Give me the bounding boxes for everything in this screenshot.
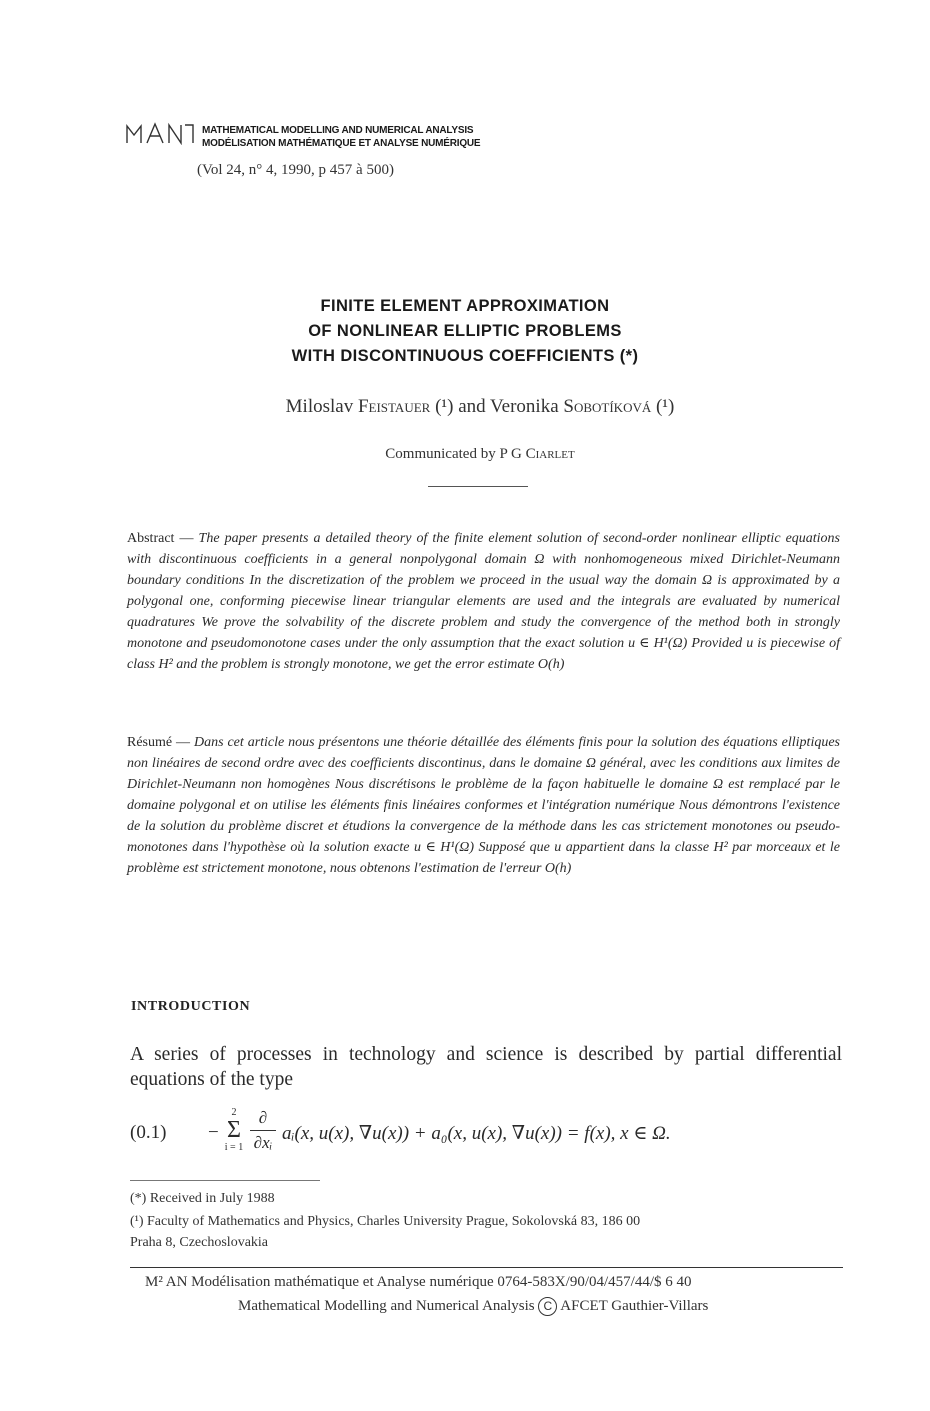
paper-title-line-2: OF NONLINEAR ELLIPTIC PROBLEMS — [308, 322, 622, 340]
footer-journal: Mathematical Modelling and Numerical Analysis — [238, 1297, 535, 1314]
author-2-mark: (¹) — [655, 396, 675, 417]
footer-line-1: M² AN Modélisation mathématique et Analyse numérique 0764-583X/90/04/457/44/$ 6 40 — [145, 1274, 692, 1290]
summation-symbol: Σ — [227, 1117, 241, 1143]
equation-summation — [222, 1108, 246, 1154]
communicated-prefix: Communicated by P G — [385, 446, 522, 462]
footnote-affiliation: (¹) Faculty of Mathematics and Physics, Charles University Prague, Sokolovská 83, 186 00 — [130, 1214, 641, 1229]
journal-name-fr: MODÉLISATION MATHÉMATIQUE ET ANALYSE NUMÉRIQUE — [202, 138, 481, 149]
footnote-received: (*) Received in July 1988 — [130, 1191, 275, 1206]
author-2-last: Sobotíková — [563, 396, 652, 417]
footnote-divider — [130, 1180, 320, 1181]
resume-label: Résumé — — [127, 735, 191, 750]
equation-partial-derivative — [250, 1108, 276, 1153]
copyright-icon: C — [538, 1297, 557, 1316]
author-line — [0, 396, 930, 418]
section-heading-introduction: INTRODUCTION — [131, 999, 251, 1014]
journal-name-en: MATHEMATICAL MODELLING AND NUMERICAL ANALYSIS — [202, 125, 474, 136]
abstract-paragraph — [127, 528, 840, 675]
summation-lower-limit: i = 1 — [224, 1142, 244, 1153]
introduction-paragraph: A series of processes in technology and science is described by partial differential equations of the type — [130, 1044, 842, 1090]
communicated-by — [0, 446, 930, 463]
equation-body: aᵢ(x, u(x), ∇u(x)) + a₀(x, u(x), ∇u(x)) = f(x), x ∈ Ω. — [282, 1123, 671, 1144]
title-divider — [428, 486, 528, 487]
paper-title-line-1: FINITE ELEMENT APPROXIMATION — [320, 297, 610, 315]
paper-title-line-3: WITH DISCONTINUOUS COEFFICIENTS (*) — [291, 347, 639, 365]
author-1-first: Miloslav — [285, 396, 354, 417]
fraction-numerator: ∂ — [258, 1108, 268, 1127]
resume-text: Dans cet article nous présentons une théorie détaillée des éléments finis pour la solution des équations elliptiques non linéaires de second ordre avec des coefficients discontinus, dans le domaine Ω général, avec les conditions aux limites de Dirichlet-Neumann non homogènes Nous discrétisons le problème de la façon habituelle le domaine Ω est remplacé par le domaine polygonal et on utilise les éléments finis linéaires conformes et l'intégration numérique Nous démontrons l'existence de la solution du problème discret et étudions la convergence de la méthode dans les cas strictement monotones ou pseudo-monotones dans l'hypothèse où la solution exacte u ∈ H¹(Ω) Supposé que u appartient dans la classe H² par morceaux et le problème est strictement monotone, nous obtenons l'estimation de l'erreur O(h) — [127, 735, 841, 876]
author-1-last: Feistauer — [357, 396, 431, 417]
fraction-bar — [250, 1130, 276, 1131]
fraction-denominator: ∂xᵢ — [253, 1133, 273, 1152]
author-2-first: Veronika — [490, 396, 559, 417]
resume-paragraph — [127, 732, 840, 879]
summation-upper-limit: 2 — [231, 1107, 237, 1118]
abstract-label: Abstract — — [127, 531, 194, 546]
author-conjunction: and — [458, 396, 486, 417]
equation-number: (0.1) — [130, 1122, 167, 1143]
communicated-name: Ciarlet — [525, 446, 575, 462]
abstract-text: The paper presents a detailed theory of the finite element solution of second-order nonlinear elliptic equations with discontinuous coefficients in a general nonpolygonal domain Ω with nonhomogeneous mixed Dirichlet-Neumann boundary conditions In the discretization of the problem we proceed in the usual way the domain Ω is approximated by a polygonal one, conforming piecewise linear triangular elements are used and the integrals are evaluated by numerical quadratures We prove the solvability of the discrete problem and study the convergence of the method both in strongly monotone and pseudomonotone cases under the only assumption that the exact solution u ∈ H¹(Ω) Provided u is piecewise of class H² and the problem is strongly monotone, we get the error estimate O(h) — [127, 531, 841, 672]
footer-divider — [130, 1267, 843, 1268]
footer-line-2 — [238, 1297, 708, 1316]
footnote-affiliation-cont: Praha 8, Czechoslovakia — [130, 1235, 269, 1250]
author-1-mark: (¹) — [435, 396, 454, 417]
equation-0-1 — [130, 1108, 830, 1168]
footer-publisher: AFCET Gauthier-Villars — [560, 1297, 709, 1314]
volume-info: (Vol 24, n° 4, 1990, p 457 à 500) — [197, 162, 394, 178]
equation-minus: − — [208, 1122, 219, 1143]
journal-logo — [125, 121, 195, 145]
